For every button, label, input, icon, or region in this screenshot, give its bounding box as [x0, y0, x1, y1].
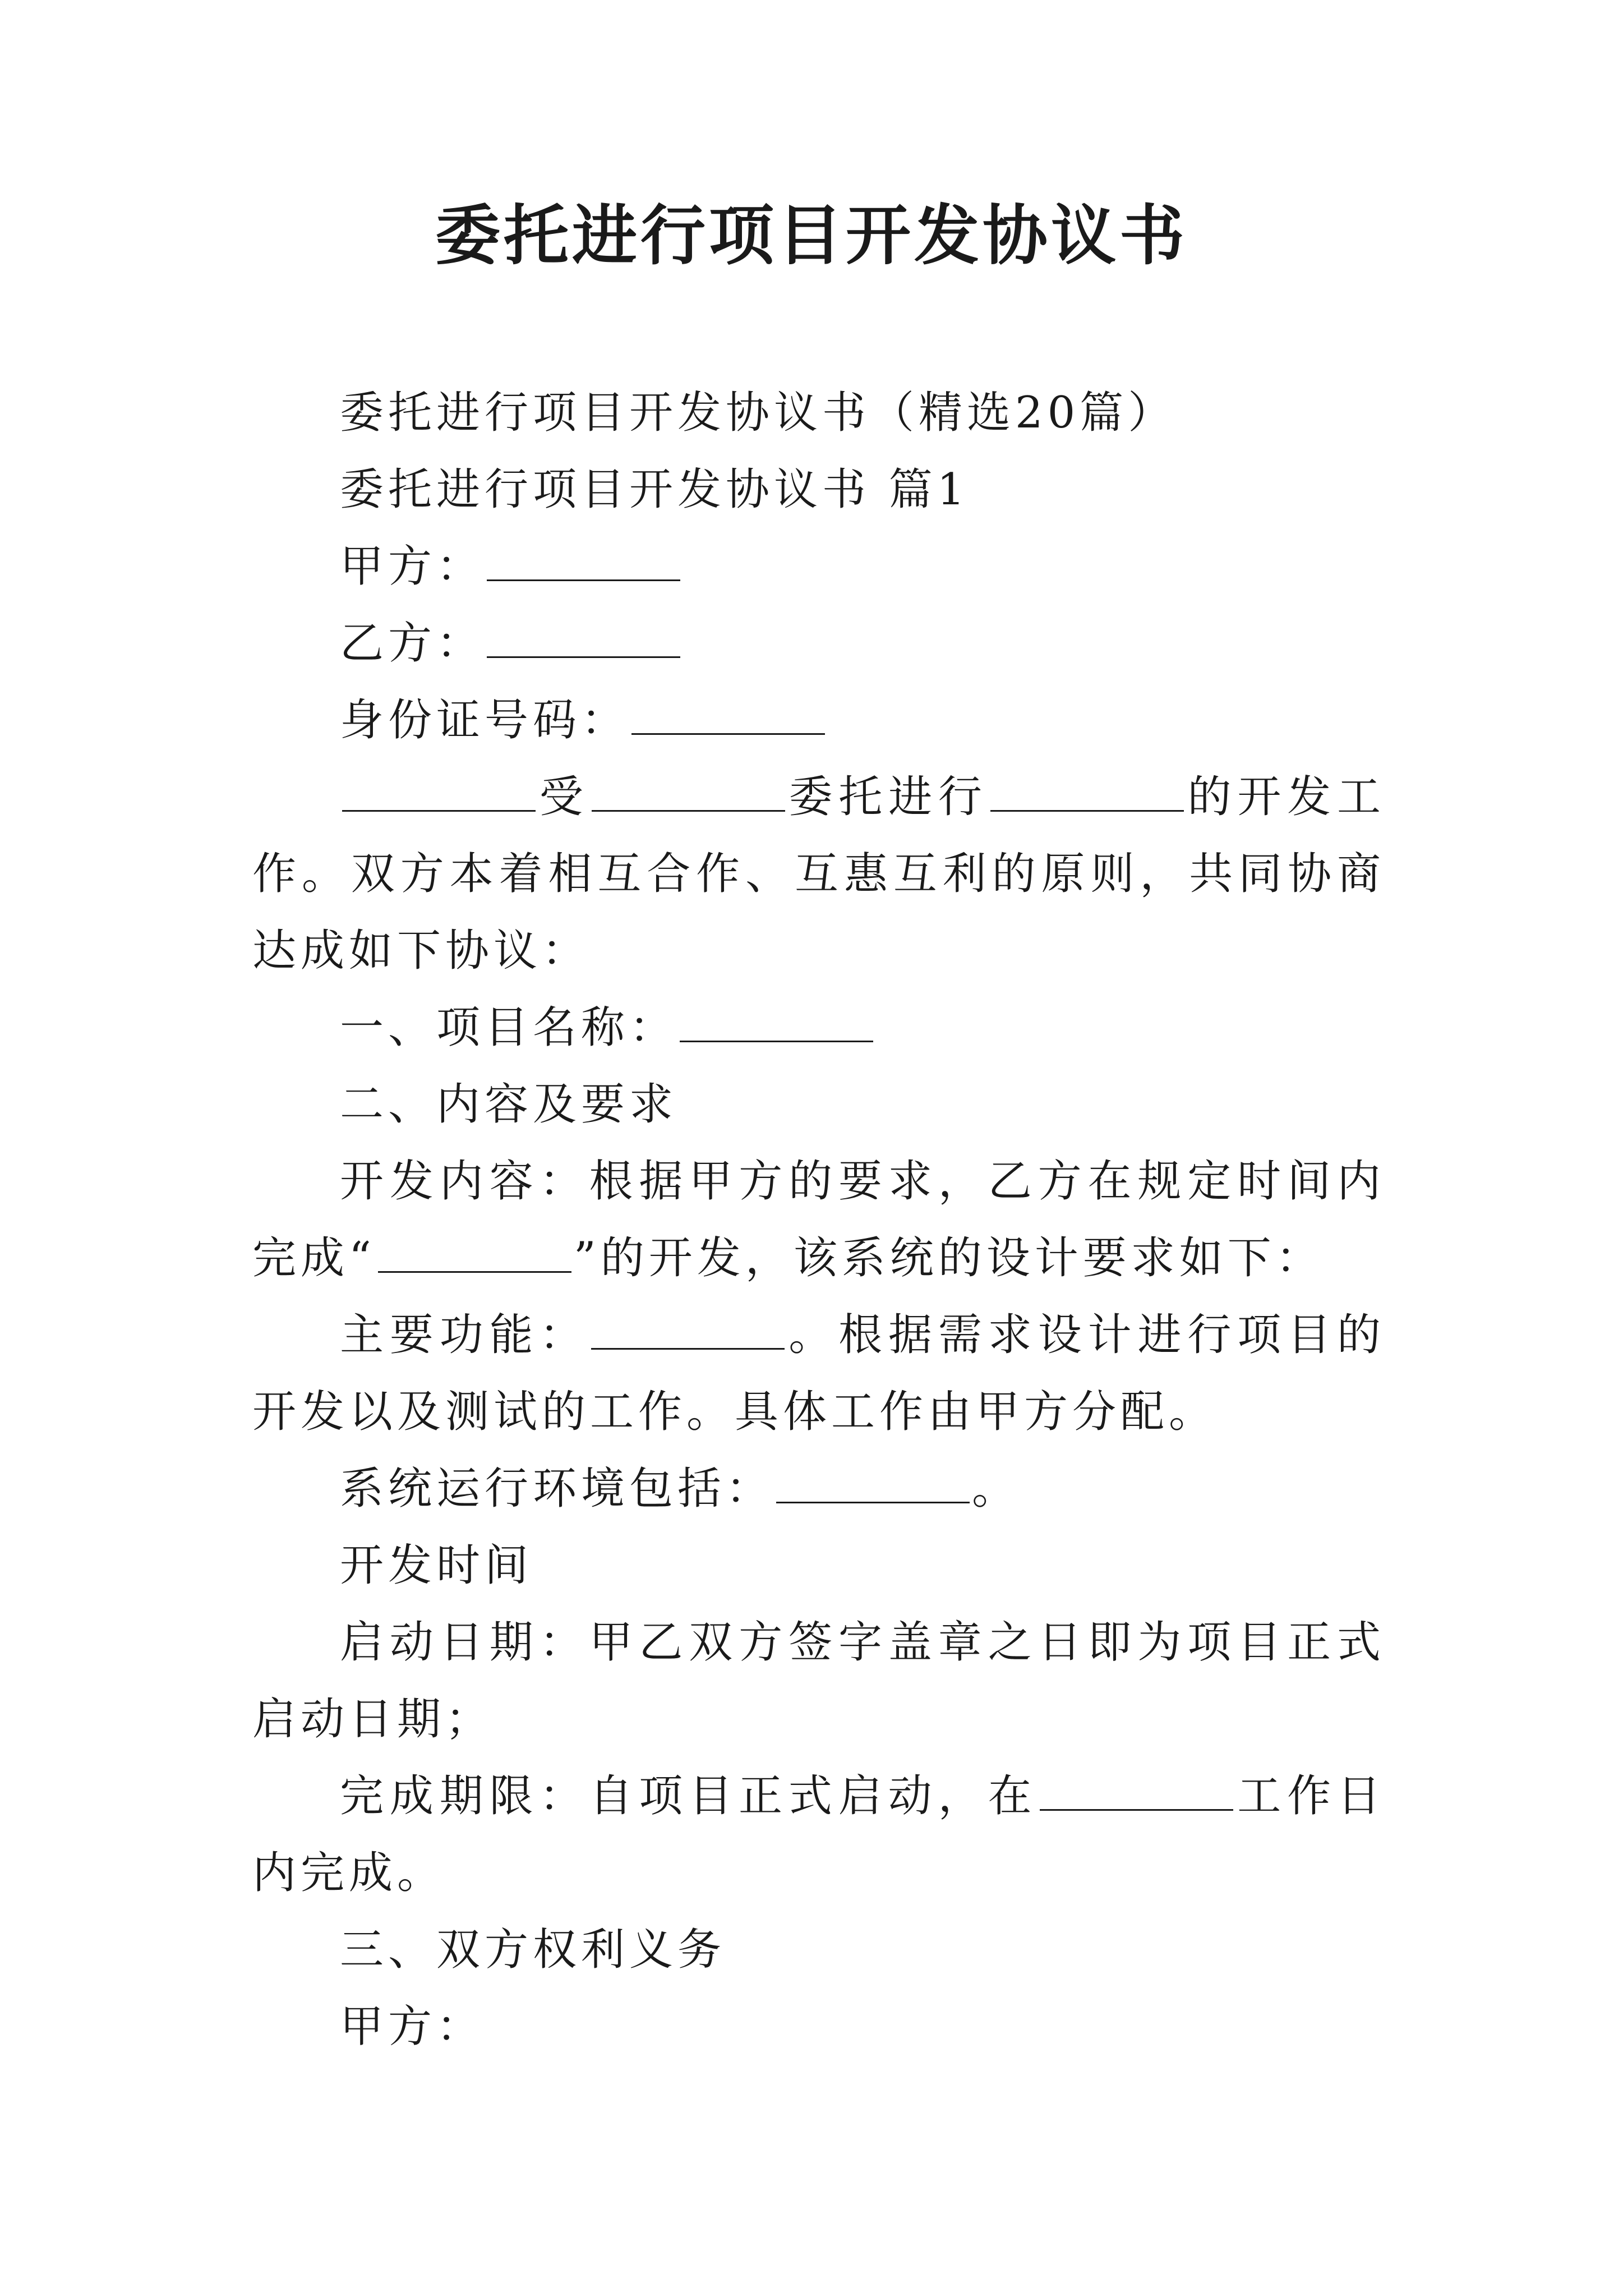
paragraph-p14 [252, 1758, 1385, 1912]
paragraph-p7 [252, 990, 1385, 1066]
paragraph-text: 主要功能： [340, 1310, 589, 1360]
paragraph-p12 [252, 1527, 1385, 1604]
paragraph-text: 三、双方权利义务 [340, 1925, 726, 1975]
paragraph-text: 委托进行 [787, 772, 988, 822]
paragraph-text: 。 [972, 1464, 1021, 1514]
paragraph-p4 [252, 605, 1385, 682]
paragraph-p5 [252, 682, 1385, 759]
paragraph-text: 的开发工作。双方本着相互合作、互惠互利的原则，共同协商达成如下协议： [252, 772, 1385, 976]
blank-field [990, 809, 1184, 812]
paragraph-p16 [252, 1989, 1385, 2065]
paragraph-text: 完成期限：自项目正式启动，在 [340, 1771, 1038, 1821]
blank-field [487, 656, 680, 658]
paragraph-text: 二、内容及要求 [340, 1079, 678, 1130]
blank-field [1040, 1809, 1233, 1811]
blank-field [680, 1040, 873, 1042]
paragraph-p15 [252, 1912, 1385, 1989]
paragraph-text: 启动日期：甲乙双方签字盖章之日即为项目正式启动日期； [252, 1617, 1385, 1745]
document-body [252, 375, 1385, 2065]
document-title: 委托进行项目开发协议书 [435, 197, 1188, 274]
paragraph-text: 委托进行项目开发协议书（精选20篇） [340, 388, 1177, 438]
paragraph-text: 甲方： [340, 541, 485, 592]
paragraph-text: 委托进行项目开发协议书 篇1 [340, 464, 970, 515]
paragraph-p2 [252, 452, 1385, 528]
blank-field [592, 809, 785, 812]
paragraph-text: 受 [538, 772, 589, 822]
paragraph-text: 。根据需求设计进行项目的开发以及测试的工作。具体工作由甲方分配。 [252, 1310, 1385, 1437]
paragraph-text: ”的开发，该系统的设计要求如下： [573, 1233, 1324, 1283]
paragraph-p8 [252, 1066, 1385, 1143]
paragraph-p10 [252, 1297, 1385, 1451]
blank-field [591, 1347, 785, 1350]
paragraph-text: 开发内容：根据甲方的要求，乙方在规定时间内完成“ [252, 1156, 1385, 1283]
blank-field [487, 579, 680, 581]
paragraph-text: 一、项目名称： [340, 1002, 678, 1053]
paragraph-p13 [252, 1604, 1385, 1758]
paragraph-p3 [252, 528, 1385, 605]
blank-field [342, 809, 536, 812]
paragraph-text: 开发时间 [340, 1540, 533, 1591]
paragraph-p11 [252, 1451, 1385, 1527]
paragraph-p9 [252, 1143, 1385, 1297]
paragraph-text: 甲方： [340, 2001, 485, 2052]
paragraph-text: 乙方： [340, 618, 485, 669]
paragraph-text: 身份证号码： [340, 695, 630, 746]
paragraph-text: 工作日内完成。 [252, 1771, 1385, 1898]
blank-field [378, 1271, 571, 1273]
blank-field [631, 733, 825, 735]
paragraph-p6 [252, 759, 1385, 990]
paragraph-p1 [252, 375, 1385, 452]
blank-field [776, 1501, 970, 1503]
paragraph-text: 系统运行环境包括： [340, 1464, 774, 1514]
